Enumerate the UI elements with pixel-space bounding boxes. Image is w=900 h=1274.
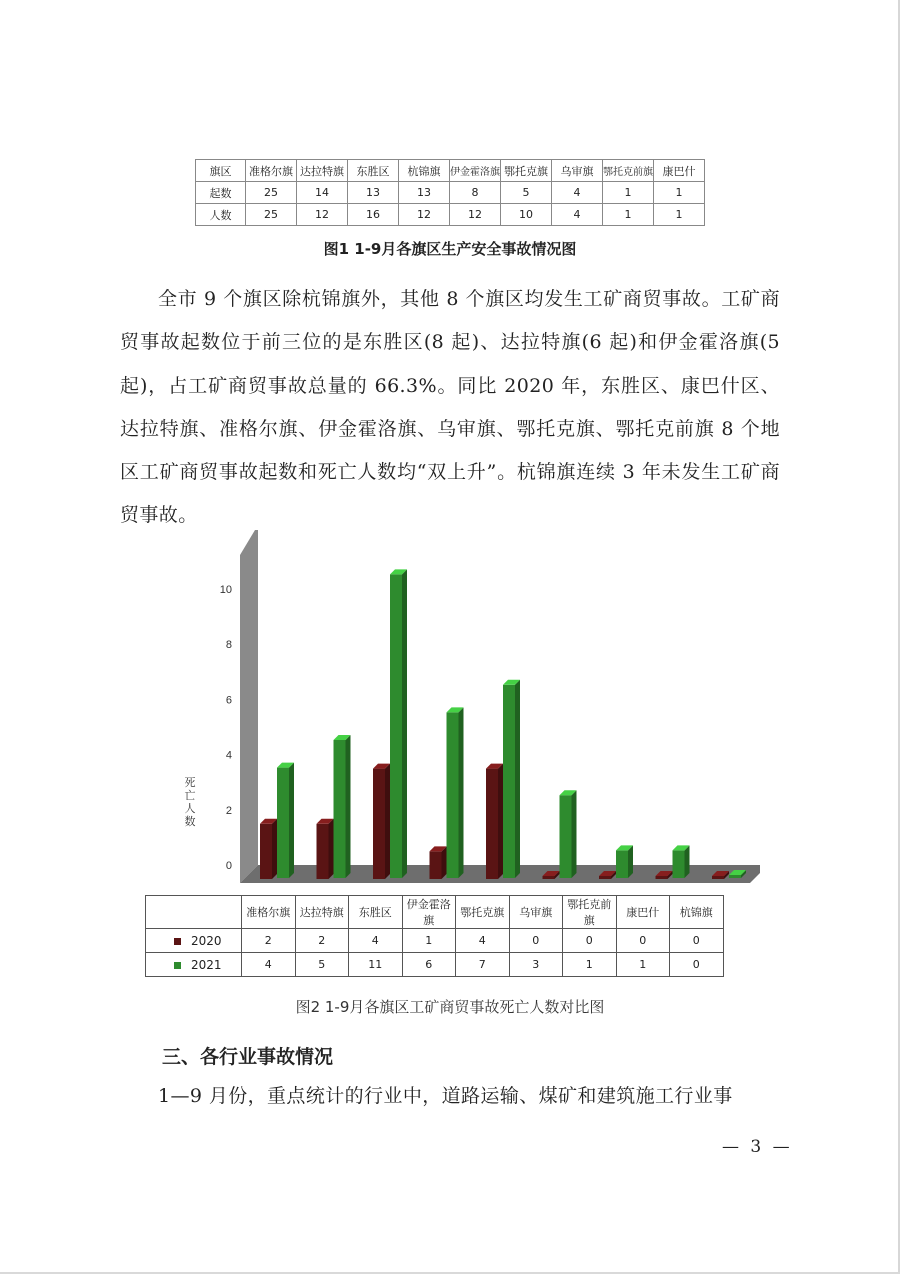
table-cell: 25 bbox=[246, 182, 297, 204]
data-label: 1 bbox=[563, 953, 617, 977]
y-tick-label: 10 bbox=[219, 584, 232, 596]
table-cell: 1 bbox=[603, 182, 654, 204]
table-cell: 1 bbox=[603, 204, 654, 226]
table-row bbox=[146, 929, 724, 953]
bar-2020 bbox=[656, 876, 668, 879]
table-cell bbox=[146, 896, 242, 929]
category-label: 东胜区 bbox=[349, 896, 403, 929]
table-header-row bbox=[196, 160, 705, 182]
bar-side-2020 bbox=[498, 764, 503, 879]
table-cell: 13 bbox=[348, 182, 399, 204]
table-cell: 伊金霍洛旗 bbox=[450, 160, 501, 182]
bar-2021 bbox=[616, 850, 628, 878]
table-cell: 杭锦旗 bbox=[399, 160, 450, 182]
y-axis-label: 人 bbox=[184, 802, 196, 815]
legend-label: 2021 bbox=[191, 957, 222, 972]
bar-side-2020 bbox=[329, 819, 334, 879]
table-cell: 12 bbox=[297, 204, 348, 226]
bar-2020 bbox=[712, 876, 724, 879]
fatalities-comparison-chart bbox=[140, 530, 760, 895]
data-label: 1 bbox=[402, 929, 456, 953]
table-cell: 1 bbox=[654, 204, 705, 226]
table-cell: 4 bbox=[552, 182, 603, 204]
category-label: 杭锦旗 bbox=[670, 896, 724, 929]
data-label: 0 bbox=[616, 929, 670, 953]
category-label: 乌审旗 bbox=[509, 896, 563, 929]
bar-2021 bbox=[560, 795, 572, 878]
table-cell: 1 bbox=[654, 182, 705, 204]
category-label: 准格尔旗 bbox=[242, 896, 296, 929]
legend-entry bbox=[146, 929, 242, 953]
data-label: 0 bbox=[670, 929, 724, 953]
table-header-row bbox=[146, 896, 724, 929]
data-label: 5 bbox=[295, 953, 349, 977]
table-cell: 人数 bbox=[196, 204, 246, 226]
data-label: 4 bbox=[349, 929, 403, 953]
table-row bbox=[196, 204, 705, 226]
bar-2021 bbox=[277, 768, 289, 878]
chart-side-wall bbox=[240, 530, 258, 883]
figure1-caption: 图1 1-9月各旗区生产安全事故情况图 bbox=[323, 240, 577, 258]
data-label: 2 bbox=[295, 929, 349, 953]
table-cell: 达拉特旗 bbox=[297, 160, 348, 182]
category-label: 鄂托克前旗 bbox=[563, 896, 617, 929]
table-cell: 准格尔旗 bbox=[246, 160, 297, 182]
bar-2021 bbox=[673, 850, 685, 878]
bar-2020 bbox=[486, 769, 498, 879]
body-paragraph-2 bbox=[120, 1075, 780, 1118]
y-tick-label: 0 bbox=[225, 860, 232, 872]
bar-side-2021 bbox=[402, 569, 407, 878]
section-heading: 三、各行业事故情况 bbox=[162, 1046, 334, 1068]
data-label: 0 bbox=[509, 929, 563, 953]
table-cell: 25 bbox=[246, 204, 297, 226]
table-cell: 康巴什 bbox=[654, 160, 705, 182]
table-row bbox=[146, 953, 724, 977]
data-label: 2 bbox=[242, 929, 296, 953]
category-label: 康巴什 bbox=[616, 896, 670, 929]
table-cell: 8 bbox=[450, 182, 501, 204]
table-cell: 13 bbox=[399, 182, 450, 204]
table-cell: 16 bbox=[348, 204, 399, 226]
table-cell: 10 bbox=[501, 204, 552, 226]
category-label: 达拉特旗 bbox=[295, 896, 349, 929]
data-label: 11 bbox=[349, 953, 403, 977]
bar-side-2021 bbox=[515, 680, 520, 878]
table-cell: 4 bbox=[552, 204, 603, 226]
y-tick-label: 4 bbox=[225, 749, 232, 762]
y-axis-label: 数 bbox=[184, 815, 196, 828]
legend-entry bbox=[146, 953, 242, 977]
data-label: 4 bbox=[242, 953, 296, 977]
bar-2020 bbox=[543, 876, 555, 879]
bar-2020 bbox=[599, 876, 611, 879]
table-cell: 5 bbox=[501, 182, 552, 204]
table-cell: 乌审旗 bbox=[552, 160, 603, 182]
y-tick-label: 6 bbox=[225, 694, 232, 707]
y-axis-label: 死 bbox=[184, 776, 196, 789]
bar-2021 bbox=[390, 574, 402, 878]
bar-side-2021 bbox=[628, 845, 633, 878]
bar-side-2020 bbox=[385, 764, 390, 879]
data-label: 4 bbox=[456, 929, 510, 953]
page-number: — 3 — bbox=[722, 1137, 793, 1157]
table-row bbox=[196, 182, 705, 204]
table-cell: 起数 bbox=[196, 182, 246, 204]
bar-2021 bbox=[503, 685, 515, 878]
bar-2020 bbox=[430, 851, 442, 879]
bar-side-2021 bbox=[346, 735, 351, 878]
bar-2020 bbox=[260, 824, 272, 879]
y-tick-label: 2 bbox=[225, 804, 232, 817]
bar-side-2021 bbox=[572, 790, 577, 878]
data-label: 6 bbox=[402, 953, 456, 977]
y-axis-label: 亡 bbox=[184, 789, 196, 802]
paragraph-text: 1—9 月份，重点统计的行业中，道路运输、煤矿和建筑施工行业事 bbox=[158, 1085, 733, 1107]
figure2-caption: 图2 1-9月各旗区工矿商贸事故死亡人数对比图 bbox=[295, 998, 605, 1016]
table-cell: 鄂托克前旗 bbox=[603, 160, 654, 182]
table-cell: 旗区 bbox=[196, 160, 246, 182]
table-cell: 鄂托克旗 bbox=[501, 160, 552, 182]
bar-2021 bbox=[447, 712, 459, 878]
table-cell: 14 bbox=[297, 182, 348, 204]
bar-side-2021 bbox=[459, 707, 464, 878]
paragraph-text: 全市 9 个旗区除杭锦旗外，其他 8 个旗区均发生工矿商贸事故。工矿商贸事故起数位于前三位的是东胜区(8 起)、达拉特旗(6 起)和伊金霍洛旗(5 起)，占工矿商贸事故总量的 66.3%。同比 2020 年，东胜区、康巴什区、达拉特旗、准格尔旗、伊金霍洛旗、乌审旗、鄂托克旗、鄂托克前旗 8 个地区工矿商贸事故起数和死亡人数均“双上升”。杭锦旗连续 3 年未发生工矿商贸事故。 bbox=[120, 288, 780, 527]
category-label: 鄂托克旗 bbox=[456, 896, 510, 929]
data-label: 0 bbox=[670, 953, 724, 977]
table-cell: 东胜区 bbox=[348, 160, 399, 182]
chart-data-table bbox=[145, 895, 724, 977]
bar-side-2021 bbox=[685, 845, 690, 878]
category-label: 伊金霍洛旗 bbox=[402, 896, 456, 929]
bar-side-2021 bbox=[289, 763, 294, 878]
legend-label: 2020 bbox=[191, 933, 222, 948]
legend-swatch bbox=[174, 938, 181, 945]
table-cell: 12 bbox=[399, 204, 450, 226]
bar-2020 bbox=[317, 824, 329, 879]
y-tick-label: 8 bbox=[225, 639, 232, 652]
data-label: 3 bbox=[509, 953, 563, 977]
table-cell: 12 bbox=[450, 204, 501, 226]
bar-side-2020 bbox=[272, 819, 277, 879]
legend-swatch bbox=[174, 962, 181, 969]
data-label: 0 bbox=[563, 929, 617, 953]
bar-2021 bbox=[729, 875, 741, 878]
bar-2020 bbox=[373, 769, 385, 879]
data-label: 7 bbox=[456, 953, 510, 977]
body-paragraph-1 bbox=[120, 278, 780, 538]
bar-2021 bbox=[334, 740, 346, 878]
bar-side-2020 bbox=[442, 846, 447, 879]
accident-stats-table bbox=[195, 159, 705, 226]
data-label: 1 bbox=[616, 953, 670, 977]
